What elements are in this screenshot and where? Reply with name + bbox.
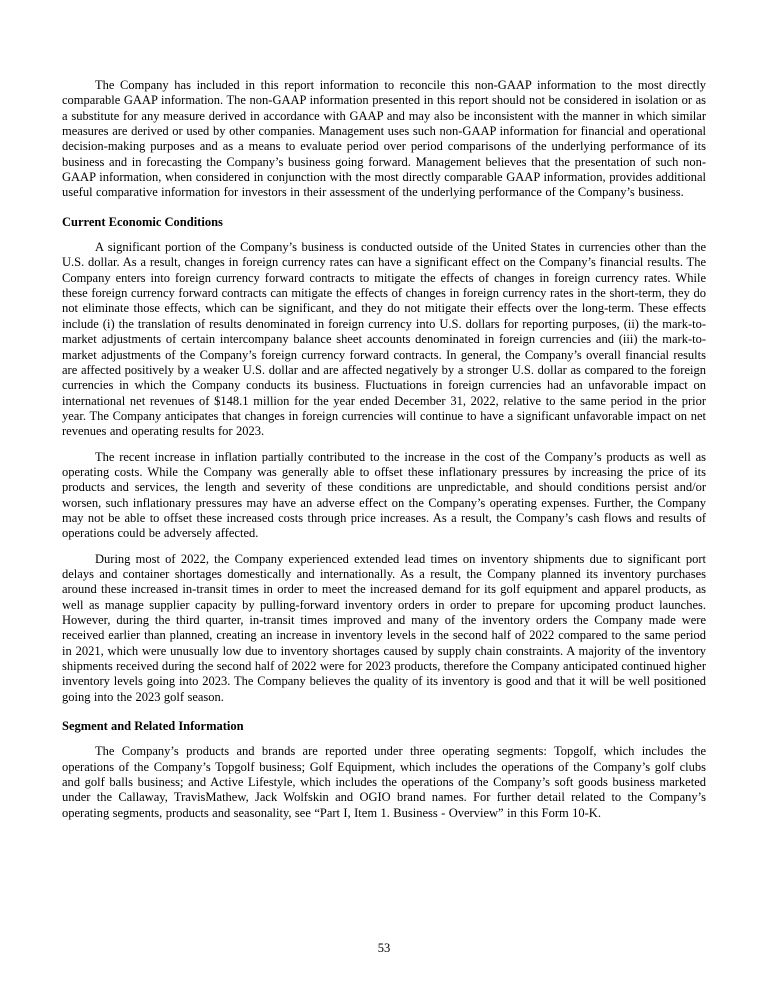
section-heading-segment-and-related-information: Segment and Related Information [62,719,244,734]
document-body [62,78,706,831]
body-paragraph: The recent increase in inflation partially contributed to the increase in the cost of the Company’s products as well as operating costs. While the Company was generally able to offset these inflationary pressures by increasing the price of its products and services, the length and severity of these conditions are unpredictable, and should conditions persist and/or worsen, such inflationary pressures may have an adverse effect on the Company’s operating expenses. Further, the Company may not be able to offset these increased costs through price increases. As a result, the Company’s cash flows and results of operations could be adversely affected. [62,449,706,541]
body-paragraph: The Company’s products and brands are reported under three operating segments: Topgolf, which includes the operations of the Company’s Topgolf business; Golf Equipment, which includes the operations of the Company’s golf clubs and golf balls business; and Active Lifestyle, which includes the operations of the Company’s soft goods business marketed under the Callaway, TravisMathew, Jack Wolfskin and OGIO brand names. For further detail related to the Company’s operating segments, products and seasonality, see “Part I, Item 1. Business - Overview” in this Form 10-K. [62,744,706,820]
section-heading-current-economic-conditions: Current Economic Conditions [62,214,223,229]
body-paragraph: A significant portion of the Company’s business is conducted outside of the United States in currencies other than the U.S. dollar. As a result, changes in foreign currency rates can have a significant effect on the Company’s financial results. The Company enters into foreign currency forward contracts to mitigate the effects of changes in foreign currency rates. While these foreign currency forward contracts can mitigate the effects of changes in foreign currency rates in the short-term, they do not eliminate those effects, which can be significant, and they do not mitigate their effects over the long-term. These effects include (i) the translation of results denominated in foreign currency into U.S. dollars for reporting purposes, (ii) the mark-to-market adjustments of certain intercompany balance sheet accounts denominated in foreign currencies and (iii) the mark-to-market adjustments of the Company’s foreign currency forward contracts. In general, the Company’s overall financial results are affected positively by a weaker U.S. dollar and are affected negatively by a stronger U.S. dollar as compared to the foreign currencies in which the Company conducts its business. Fluctuations in foreign currencies had an unfavorable impact on international net revenues of $148.1 million for the year ended December 31, 2022, relative to the same period in the prior year. The Company anticipates that changes in foreign currencies will continue to have a significant unfavorable impact on net revenues and operating results for 2023. [62,240,706,439]
body-paragraph: During most of 2022, the Company experienced extended lead times on inventory shipments due to significant port delays and container shortages domestically and internationally. As a result, the Company planned its inventory purchases around these increased in-transit times in order to meet the increased demand for its golf equipment and apparel products, as well as manage supplier capacity by pulling-forward inventory orders in order to prepare for upcoming product launches. However, during the third quarter, in-transit times improved and many of the inventory orders the Company made were received earlier than planned, creating an increase in inventory levels in the second half of 2022 compared to the same period in 2021, which were unusually low due to inventory shortages caused by supply chain constraints. A majority of the inventory shipments received during the second half of 2022 were for 2023 products, therefore the Company anticipated continued higher inventory levels going into 2023. The Company believes the quality of its inventory is good and that it will be well positioned going into the 2023 golf season. [62,551,706,704]
body-paragraph: The Company has included in this report information to reconcile this non-GAAP information to the most directly comparable GAAP information. The non-GAAP information presented in this report should not be considered in isolation or as a substitute for any measure derived in accordance with GAAP and may also be inconsistent with the manner in which similar measures are derived or used by other companies. Management uses such non-GAAP information for financial and operational decision-making purposes and as a means to evaluate period over period comparisons of the underlying performance of its business and in forecasting the Company’s business going forward. Management believes that the presentation of such non-GAAP information, when considered in conjunction with the most directly comparable GAAP information, provides additional useful comparative information for investors in their assessment of the underlying performance of the Company’s business. [62,78,706,200]
page-number: 53 [377,941,391,955]
